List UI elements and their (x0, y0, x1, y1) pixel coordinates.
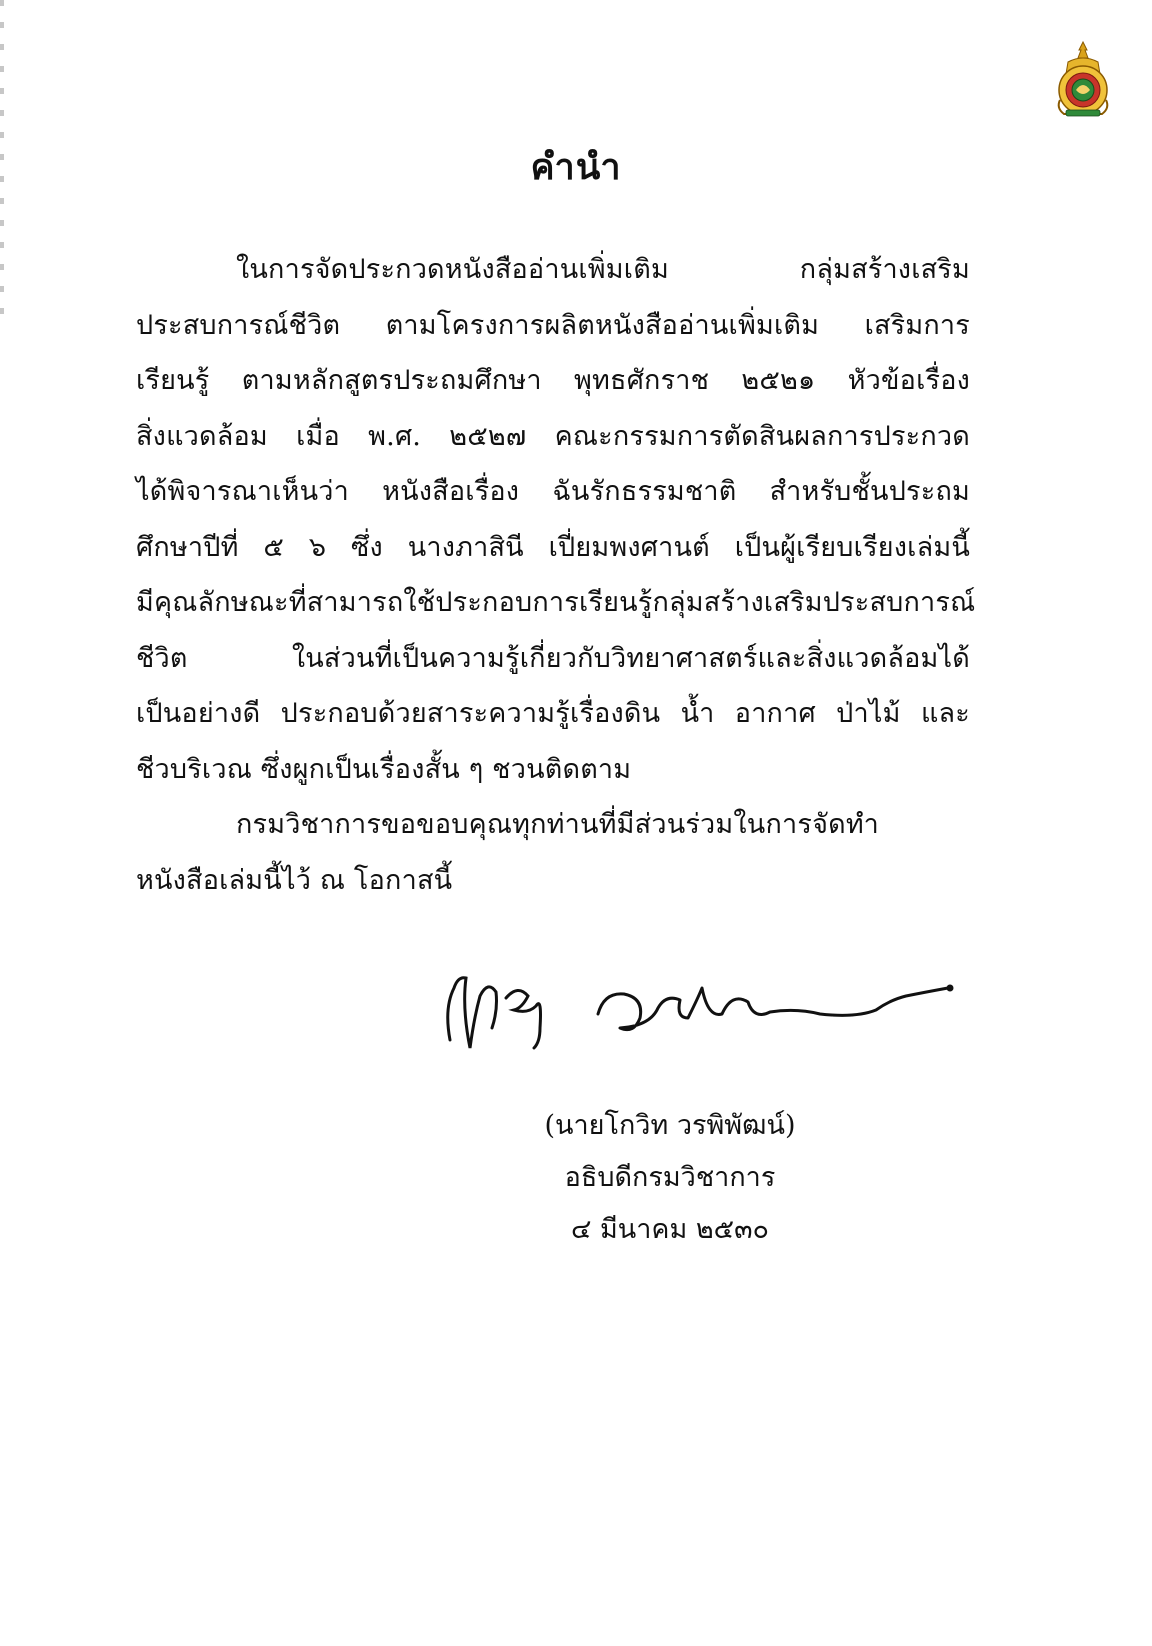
paragraph-line: สิ่งแวดล้อม เมื่อ พ.ศ. ๒๕๒๗ คณะกรรมการตัดสินผลการประกวด (136, 420, 970, 452)
signatory-position: อธิบดีกรมวิชาการ (564, 1162, 776, 1193)
paragraph-line: หนังสือเล่มนี้ไว้ ณ โอกาสนี้ (136, 864, 453, 896)
paragraph-line: มีคุณลักษณะที่สามารถใช้ประกอบการเรียนรู้กลุ่มสร้างเสริมประสบการณ์ (136, 587, 976, 618)
paragraph-line: ประสบการณ์ชีวิต ตามโครงการผลิตหนังสืออ่านเพิ่มเติม เสริมการ (136, 309, 970, 341)
paragraph-line: เป็นอย่างดี ประกอบด้วยสาระความรู้เรื่องดิน น้ำ อากาศ ป่าไม้ และ (136, 698, 970, 729)
paragraph-line: ได้พิจารณาเห็นว่า หนังสือเรื่อง ฉันรักธรรมชาติ สำหรับชั้นประถม (136, 476, 970, 507)
page-title: คำนำ (530, 147, 622, 188)
paragraph-line: ศึกษาปีที่ ๕ ๖ ซึ่ง นางภาสินี เปี่ยมพงศานต์ เป็นผู้เรียบเรียงเล่มนี้ (136, 531, 970, 563)
signatory-name: (นายโกวิท วรพิพัฒน์) (544, 1110, 796, 1141)
foreword-body (136, 242, 976, 908)
paragraph-line: ในการจัดประกวดหนังสืออ่านเพิ่มเติม กลุ่มสร้างเสริม (236, 254, 970, 285)
signature-date: ๔ มีนาคม ๒๕๓๐ (570, 1214, 770, 1245)
paragraph-line: กรมวิชาการขอขอบคุณทุกท่านที่มีส่วนร่วมในการจัดทำ (236, 809, 879, 840)
paragraph-line: ชีวบริเวณ ซึ่งผูกเป็นเรื่องสั้น ๆ ชวนติดตาม (136, 753, 632, 785)
handwritten-signature (436, 948, 976, 1068)
ministry-emblem-icon (1054, 40, 1112, 118)
paragraph-line: ชีวิต ในส่วนที่เป็นความรู้เกี่ยวกับวิทยาศาสตร์และสิ่งแวดล้อมได้ (136, 642, 970, 674)
paragraph-line: เรียนรู้ ตามหลักสูตรประถมศึกษา พุทธศักราช ๒๕๒๑ หัวข้อเรื่อง (136, 365, 970, 396)
signature-block (490, 1100, 850, 1256)
